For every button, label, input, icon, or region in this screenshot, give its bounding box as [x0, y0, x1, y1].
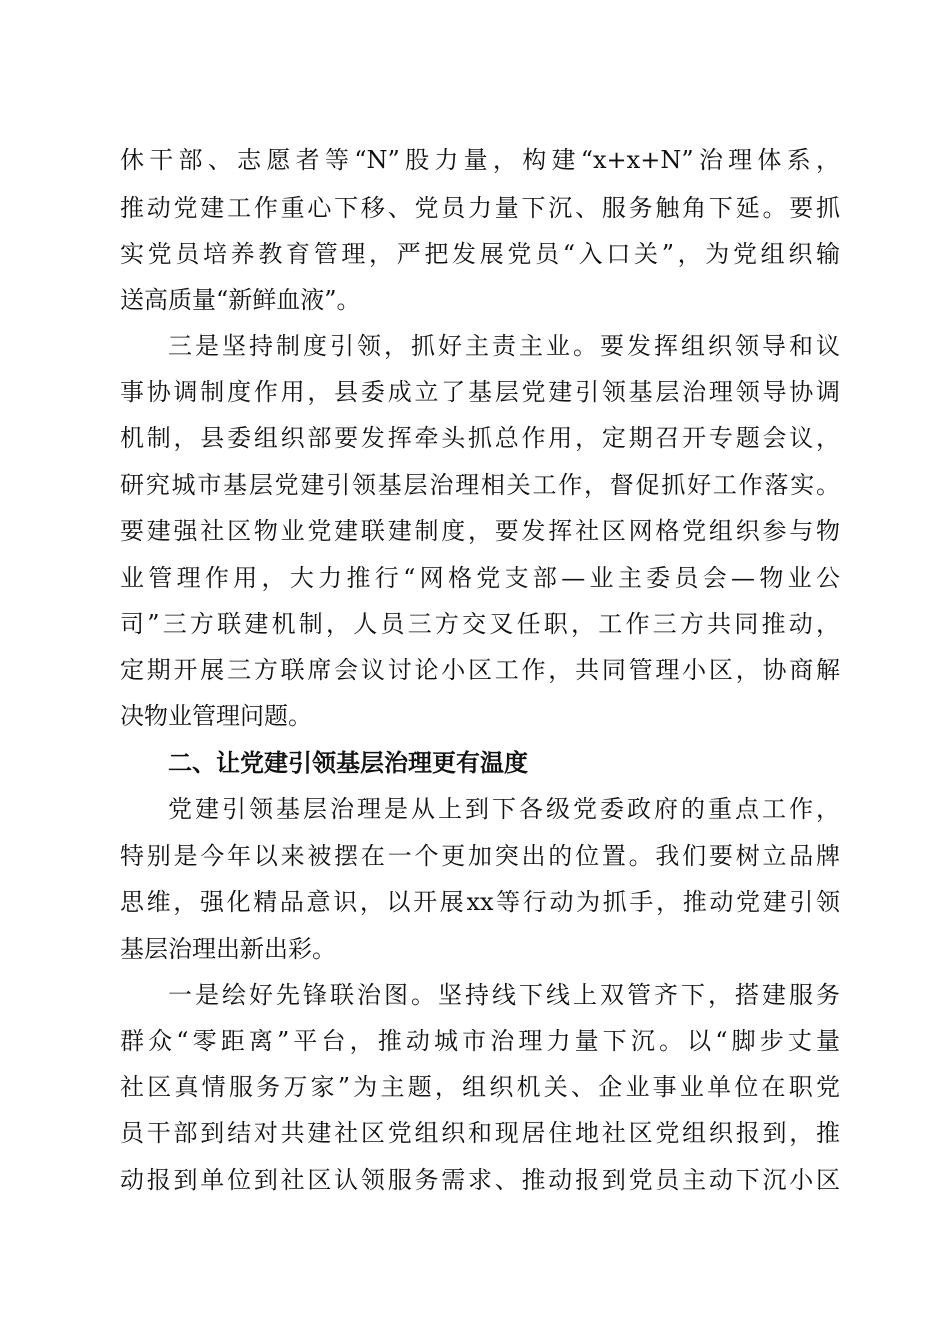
text-line: 定期开展三方联席会议讨论小区工作，共同管理小区，协商解: [120, 656, 840, 684]
text-line: 业管理作用，大力推行“网格党支部—业主委员会—物业公: [120, 564, 840, 592]
text-line: 社区真情服务万家”为主题，组织机关、企业事业单位在职党: [120, 1073, 840, 1101]
text-line: 司”三方联建机制，人员三方交叉任职，工作三方共同推动，: [120, 610, 840, 638]
text-line: 基层治理出新出彩。: [120, 935, 336, 963]
text-line: 事协调制度作用，县委成立了基层党建引领基层治理领导协调: [120, 378, 840, 406]
text-line: 群众“零距离”平台，推动城市治理力量下沉。以“脚步丈量: [120, 1027, 840, 1055]
text-line: 员干部到结对共建社区党组织和现居住地社区党组织报到，推: [120, 1119, 840, 1147]
text-line: 思维，强化精品意识，以开展xx等行动为抓手，推动党建引领: [120, 888, 840, 916]
paragraph-lead-line: 三是坚持制度引领，抓好主责主业。要发挥组织领导和议: [168, 332, 840, 360]
section-heading: 二、让党建引领基层治理更有温度: [168, 749, 528, 777]
text-line: 实党员培养教育管理，严把发展党员“入口关”，为党组织输: [120, 240, 840, 268]
text-line: 机制，县委组织部要发挥牵头抓总作用，定期召开专题会议，: [120, 424, 840, 452]
text-line: 决物业管理问题。: [120, 702, 312, 730]
text-line: 党建引领基层治理是从上到下各级党委政府的重点工作，: [168, 795, 840, 823]
paragraph-lead-line: 一是绘好先锋联治图。坚持线下线上双管齐下，搭建服务: [168, 981, 840, 1009]
text-line: 要建强社区物业党建联建制度，要发挥社区网格党组织参与物: [120, 517, 840, 545]
text-line: 特别是今年以来被摆在一个更加突出的位置。我们要树立品牌: [120, 842, 840, 870]
text-line: 动报到单位到社区认领服务需求、推动报到党员主动下沉小区: [120, 1166, 840, 1194]
text-line: 休干部、志愿者等“N”股力量，构建“x+x+N”治理体系，: [120, 146, 840, 174]
text-line: 研究城市基层党建引领基层治理相关工作，督促抓好工作落实。: [120, 471, 840, 499]
text-line: 送高质量“新鲜血液”。: [120, 286, 361, 314]
text-line: 推动党建工作重心下移、党员力量下沉、服务触角下延。要抓: [120, 194, 840, 222]
